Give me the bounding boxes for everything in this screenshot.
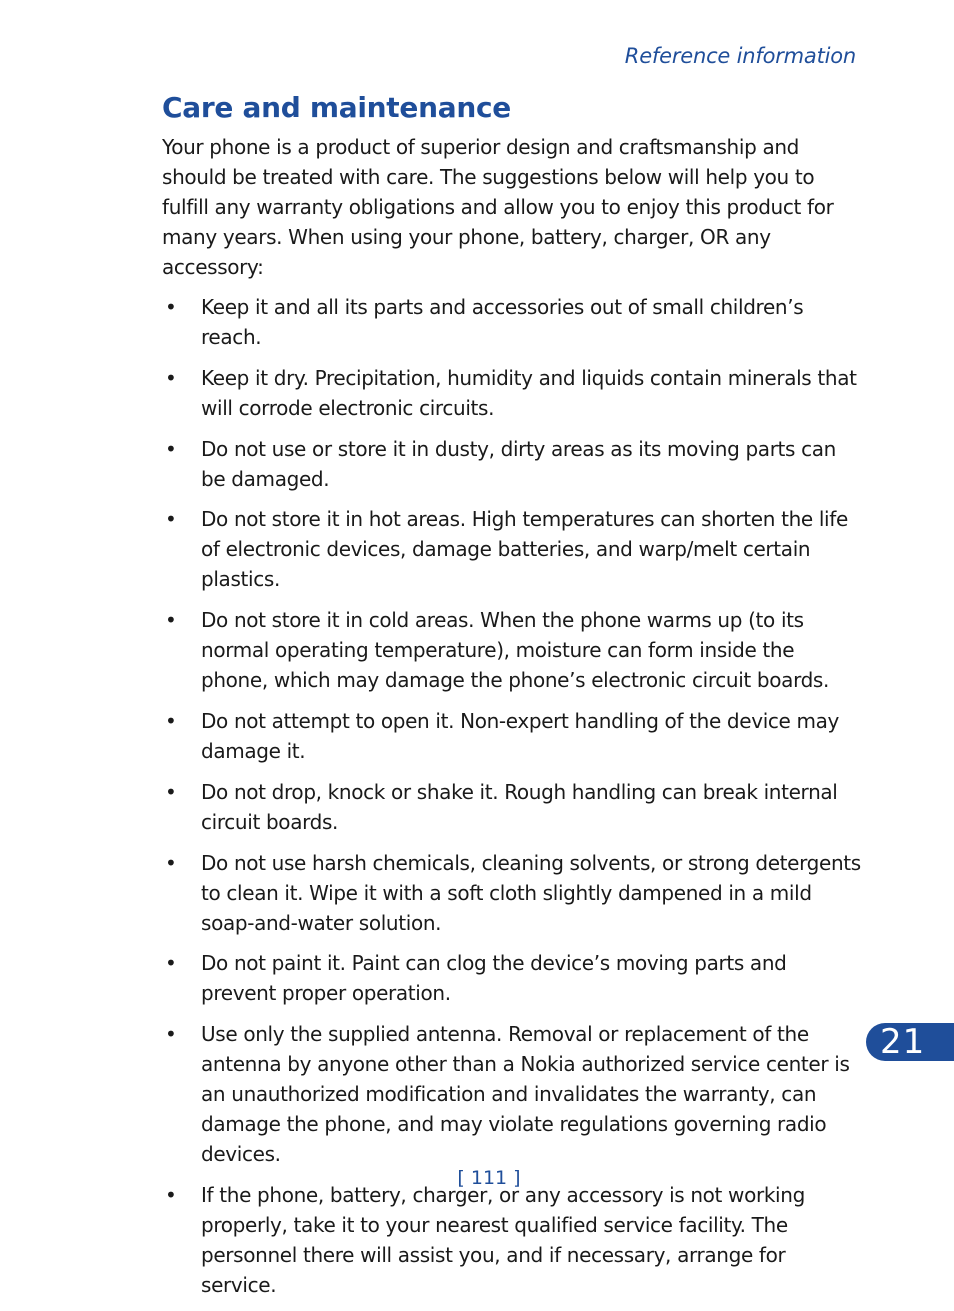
list-item-text: Do not paint it. Paint can clog the device’s moving parts and prevent proper operation. [201,951,787,1006]
list-item [162,848,862,938]
bullet-icon: • [165,295,177,319]
list-item-text: Keep it and all its parts and accessories out of small children’s reach. [201,295,804,349]
list-item [162,504,862,594]
list-item [162,1180,862,1300]
list-item-text: Do not store it in cold areas. When the phone warms up (to its normal operating temperature), moisture can form inside the phone, which may damage the phone’s electronic circuit boards. [201,608,830,693]
bullet-icon: • [165,436,177,461]
section-title: Care and maintenance [162,91,511,124]
list-item-text: Do not use harsh chemicals, cleaning solvents, or strong detergents to clean it. Wipe it with a soft cloth slightly dampened in a mild soap-and-water solution. [201,850,861,935]
chapter-tab [866,1023,954,1061]
page-number: [ 111 ] [457,1167,521,1189]
list-item [162,363,862,423]
list-item [162,706,862,766]
bullet-icon: • [165,1022,177,1047]
bullet-icon: • [165,708,177,733]
list-item-text: If the phone, battery, charger, or any accessory is not working properly, take it to your nearest qualified service facility. The personnel there will assist you, and if necessary, arrange for service. [201,1182,805,1297]
list-item-text: Do not store it in hot areas. High temperatures can shorten the life of electronic devices, damage batteries, and warp/melt certain plastics. [201,507,848,592]
list-item-text: Use only the supplied antenna. Removal or replacement of the antenna by anyone other than a Nokia authorized service center is an unauthorized modification and invalidates the warranty, can damage the phone, and may violate regulations governing radio devices. [201,1022,850,1167]
list-item [162,948,862,1008]
bullet-icon: • [165,365,177,390]
running-head: Reference information [624,44,856,68]
bullet-icon: • [165,779,177,804]
list-item [162,292,862,352]
list-item-text: Keep it dry. Precipitation, humidity and liquids contain minerals that will corrode electronic circuits. [201,365,857,420]
list-item-text: Do not attempt to open it. Non-expert handling of the device may damage it. [201,708,840,763]
list-item-text: Do not drop, knock or shake it. Rough handling can break internal circuit boards. [201,779,838,834]
main-content [162,88,862,1311]
bullet-icon: • [165,608,177,633]
list-item [162,1019,862,1169]
chapter-number: 21 [880,1022,926,1062]
bullet-icon: • [165,507,177,532]
care-list [162,292,862,1300]
list-item-text: Do not use or store it in dusty, dirty areas as its moving parts can be damaged. [201,436,837,491]
list-item [162,605,862,695]
intro-paragraph: Your phone is a product of superior design and craftsmanship and should be treated with care. The suggestions below will help you to fulfill any warranty obligations and allow you to enjoy this product for many years. When using your phone, battery, charger, OR any accessory: [162,135,834,279]
bullet-icon: • [165,850,177,875]
list-item [162,434,862,494]
list-item [162,777,862,837]
bullet-icon: • [165,1182,177,1207]
bullet-icon: • [165,951,177,976]
